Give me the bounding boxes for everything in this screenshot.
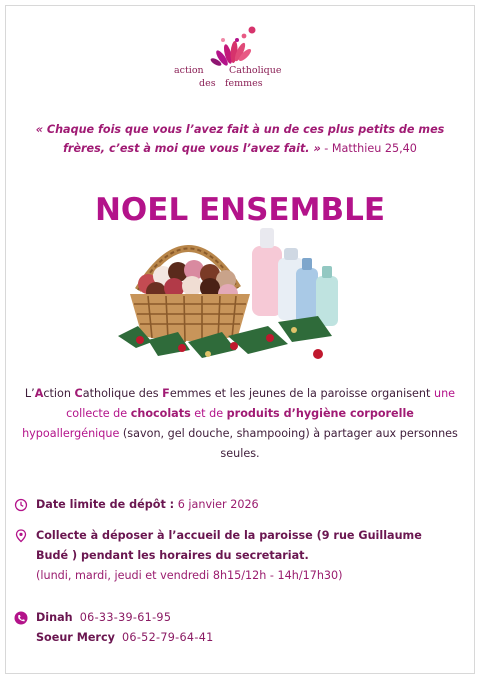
- intro-text: (savon, gel douche, shampooing) à partager aux personnes seules.: [119, 427, 458, 460]
- page-title: NOEL ENSEMBLE: [94, 192, 386, 228]
- contact-name: Dinah: [36, 611, 73, 624]
- intro-highlight: C: [74, 387, 83, 400]
- logo-word-des: des: [199, 78, 216, 89]
- intro-highlight: chocolats: [130, 407, 191, 420]
- intro-text: L’: [24, 387, 35, 400]
- dropoff-hours: (lundi, mardi, jeudi et vendredi 8h15/12h - 14h/17h30): [36, 569, 343, 582]
- intro-text: atholique des: [82, 387, 163, 400]
- logo-word-femmes: femmes: [225, 78, 263, 89]
- bible-quote: [20, 120, 460, 158]
- intro-highlight: hypoallergénique: [22, 427, 120, 440]
- phone-icon: [14, 611, 28, 625]
- intro-text: ction: [43, 387, 75, 400]
- deadline-value: 6 janvier 2026: [174, 498, 259, 511]
- logo-word-catholique: Catholique: [229, 65, 282, 76]
- intro-text: et de: [190, 407, 227, 420]
- logo-petals-icon: [168, 18, 292, 66]
- contact-name: Soeur Mercy: [36, 631, 115, 644]
- intro-highlight: F: [162, 387, 170, 400]
- location-pin-icon: [14, 529, 28, 543]
- contact-item: [36, 608, 214, 628]
- intro-paragraph: [20, 384, 460, 464]
- quote-text: « Chaque fois que vous l’avez fait à un de ces plus petits de mes frères, c’est à moi que vous l’avez fait. »: [35, 123, 445, 155]
- contact-phone: 06-52-79-64-41: [122, 631, 214, 644]
- deadline-label: Date limite de dépôt :: [36, 498, 175, 511]
- contact-phone: 06-33-39-61-95: [79, 611, 172, 624]
- bottle-pink: [252, 246, 282, 316]
- basket-illustration: [118, 218, 348, 368]
- dropoff-line2: Budé ) pendant les horaires du secretariat.: [36, 549, 309, 562]
- contact-item: [36, 628, 214, 648]
- dropoff-line1: Collecte à déposer à l’accueil de la paroisse (9 rue Guillaume: [36, 529, 422, 542]
- intro-highlight: une collecte de: [66, 387, 456, 420]
- logo-action-catholique-des-femmes: [168, 18, 292, 104]
- logo-word-action: action: [174, 65, 204, 76]
- quote-reference: - Matthieu 25,40: [320, 142, 417, 155]
- intro-highlight: produits d’hygiène corporelle: [226, 407, 414, 420]
- intro-highlight: A: [34, 387, 44, 400]
- clock-icon: [14, 498, 28, 512]
- intro-text: emmes et les jeunes de la paroisse organisent: [169, 387, 434, 400]
